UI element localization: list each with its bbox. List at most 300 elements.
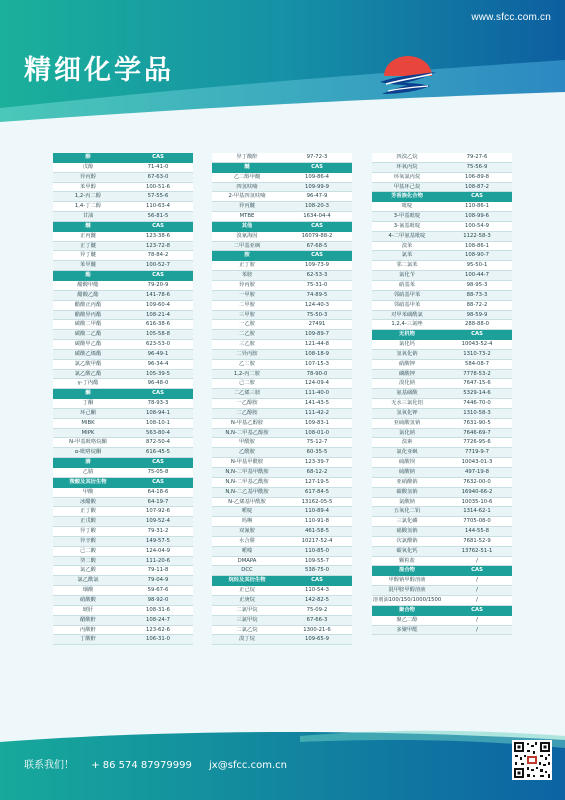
chemical-name: 异丙醇 <box>80 173 96 180</box>
phone-number[interactable]: + 86 574 87979999 <box>91 760 192 771</box>
chemical-name: 一乙醇胺 <box>236 400 258 407</box>
cas-header: CAS <box>311 163 323 170</box>
chemical-name: 氯化亚砜 <box>396 449 418 456</box>
chemical-name: 次氯酸钠 <box>396 537 418 544</box>
chemical-name: 醋酸异丙酯 <box>74 311 102 318</box>
cas-number: 67-68-5 <box>306 242 328 249</box>
chemical-name: 二乙醇胺 <box>236 409 258 416</box>
cas-number: 7778-53-2 <box>463 370 491 377</box>
chemical-name: 癸二酸 <box>80 557 96 564</box>
chemical-name: 正丁胺 <box>239 262 255 269</box>
cas-number: 1634-04-4 <box>303 213 331 220</box>
chemical-name: 醋酸酐 <box>80 616 96 623</box>
cas-number: 79-31-2 <box>147 528 169 535</box>
category-name: 醚 <box>244 163 250 170</box>
table-row <box>53 557 193 567</box>
table-row <box>372 271 512 281</box>
chemical-name: 醋酸正丙酯 <box>74 301 102 308</box>
chemical-name: 多聚甲醛 <box>396 626 418 633</box>
cas-number: 75-05-8 <box>147 469 169 475</box>
chemical-name: 磷酸钾 <box>399 370 415 377</box>
cas-number: 95-50-1 <box>466 262 488 269</box>
table-row <box>372 291 512 301</box>
chemical-name: 异辛酸 <box>80 537 96 544</box>
cas-number: 109-65-9 <box>304 636 330 643</box>
chemical-name: N,N-二甲基乙醇胺 <box>225 429 269 436</box>
chemical-name: 甲醇钠甲醇溶液 <box>388 577 426 584</box>
table-row <box>372 547 512 557</box>
table-row <box>212 429 352 439</box>
table-row <box>53 409 193 419</box>
table-row <box>372 586 512 596</box>
cas-number: 75-50-3 <box>306 311 328 318</box>
table-row <box>372 507 512 517</box>
cas-number: 10217-52-4 <box>301 537 333 544</box>
table-row <box>53 616 193 626</box>
cas-number: / <box>476 577 478 584</box>
chemical-name: 二甲基亚砜 <box>233 242 261 249</box>
cas-number: / <box>476 596 478 603</box>
chemical-name: 三乙胺 <box>239 341 255 348</box>
table-row <box>372 458 512 468</box>
cas-number: / <box>476 626 478 633</box>
chemical-name: 1,2-丙二胺 <box>233 370 261 377</box>
cas-number: 16079-88-2 <box>301 232 333 239</box>
cas-number: 107-92-6 <box>145 508 171 515</box>
table-row <box>53 251 193 261</box>
table-row <box>372 429 512 439</box>
cas-number: 123-72-8 <box>145 242 171 249</box>
table-row <box>53 606 193 616</box>
cas-number: 109-89-7 <box>304 331 330 338</box>
cas-number: 124-40-3 <box>304 301 330 308</box>
category-header-row <box>53 458 193 468</box>
table-row <box>53 448 193 458</box>
table-row <box>212 232 352 242</box>
chemical-name: 环氧丙烷 <box>396 163 418 170</box>
table-row <box>212 399 352 409</box>
chemical-name: N,N-二甲基乙酰胺 <box>225 478 269 485</box>
chemical-name: N-甲基吡咯烷酮 <box>69 439 107 446</box>
cas-number: 7631-90-5 <box>463 419 491 426</box>
chemical-name: 甲酸 <box>82 488 94 495</box>
chemical-name: 正庚烷 <box>239 596 255 603</box>
chemical-name: 丁酸酐 <box>80 636 96 643</box>
cas-number: 56-81-5 <box>147 213 169 220</box>
table-row <box>212 448 352 458</box>
table-row <box>212 379 352 389</box>
category-header-row <box>372 566 512 576</box>
table-row <box>372 498 512 508</box>
table-row <box>372 448 512 458</box>
table-row <box>53 379 193 389</box>
table-row <box>212 409 352 419</box>
table-row <box>372 478 512 488</box>
table-row <box>212 527 352 537</box>
table-row <box>53 438 193 448</box>
cas-number: 623-53-0 <box>145 341 171 348</box>
contact-label: 联系我们！ <box>24 760 74 771</box>
table-row <box>372 281 512 291</box>
chemical-name: 琥肝 <box>82 606 94 613</box>
cas-number: 98-95-3 <box>466 281 488 288</box>
category-header-row <box>53 222 193 232</box>
table-row <box>53 596 193 606</box>
category-name: 无机物 <box>399 331 415 338</box>
table-row <box>53 183 193 193</box>
category-name: 醇 <box>85 154 91 160</box>
table-row <box>212 458 352 468</box>
qr-code <box>512 740 552 780</box>
chemical-name: 哌啶 <box>241 508 253 515</box>
cas-number: 67-66-3 <box>306 616 328 623</box>
table-row <box>372 419 512 429</box>
cas-number: 96-48-0 <box>147 380 169 387</box>
table-row <box>372 202 512 212</box>
table-row <box>212 419 352 429</box>
chemical-name: 氯乙酸乙酯 <box>74 370 102 377</box>
cas-number: 111-42-2 <box>304 409 330 416</box>
table-row <box>372 350 512 360</box>
table-row <box>372 537 512 547</box>
cas-number: 110-63-4 <box>145 203 171 210</box>
cas-number: 111-40-0 <box>304 390 330 397</box>
chemical-name: 哌嗪 <box>241 547 253 554</box>
cas-number: 100-51-6 <box>145 183 171 190</box>
table-row <box>372 242 512 252</box>
chemical-name: 氯乙酸 <box>80 567 96 574</box>
chemical-name: 硫酸钡 <box>399 459 415 466</box>
chemical-name: 丁酮 <box>82 400 94 407</box>
chemical-table-column-3 <box>372 153 512 635</box>
table-row <box>212 360 352 370</box>
chemical-name: 四氢呋喃 <box>236 183 258 190</box>
table-row <box>372 488 512 498</box>
chemical-name: 乙二醇甲醚 <box>233 173 261 180</box>
cas-number: 1122-58-3 <box>463 232 491 239</box>
cas-number: 7719-9-7 <box>464 449 490 456</box>
table-row <box>53 311 193 321</box>
cas-number: 79-04-9 <box>147 577 169 584</box>
cas-number: 108-18-9 <box>304 350 330 357</box>
table-row <box>372 212 512 222</box>
chemical-name: N,N-二甲基甲酰胺 <box>225 469 269 475</box>
chemical-name: 四溴乙烷 <box>396 154 418 160</box>
cas-header: CAS <box>152 478 164 485</box>
chemical-name: 4-二甲氨基吡啶 <box>388 232 426 239</box>
category-header-row <box>212 163 352 173</box>
chemical-name: 2-甲基四氢呋喃 <box>228 193 266 200</box>
category-name: 酯 <box>85 272 91 279</box>
chemical-name: 氢氧化钾 <box>396 409 418 416</box>
cas-number: 538-75-0 <box>304 567 330 574</box>
cas-number: 71-41-0 <box>147 163 169 170</box>
cas-number: 60-35-5 <box>306 449 328 456</box>
cas-number: 79-11-8 <box>147 567 169 574</box>
table-row <box>372 626 512 636</box>
table-row <box>53 202 193 212</box>
cas-header: CAS <box>152 154 164 160</box>
cas-header: CAS <box>311 577 323 584</box>
category-name: 羧酸及其衍生物 <box>69 478 107 485</box>
table-row <box>212 606 352 616</box>
table-row <box>212 340 352 350</box>
chemical-name: MIPK <box>81 429 95 436</box>
email-address[interactable]: jx@sfcc.com.cn <box>209 760 287 771</box>
chemical-name: 溴化钠 <box>399 380 415 387</box>
table-row <box>212 478 352 488</box>
cas-number: 100-52-7 <box>145 262 171 269</box>
table-row <box>372 438 512 448</box>
table-row <box>212 370 352 380</box>
chemical-name: α-吡咯烷酮 <box>74 449 102 456</box>
cas-number: 96-34-4 <box>147 360 169 367</box>
table-row <box>212 616 352 626</box>
chemical-name: 三甲胺 <box>239 311 255 318</box>
cas-number: 88-73-3 <box>466 291 488 298</box>
cas-header: CAS <box>471 606 483 613</box>
cas-number: 68-12-2 <box>306 469 328 475</box>
cas-number: 7647-15-6 <box>463 380 491 387</box>
chemical-name: 异丙胺 <box>239 281 255 288</box>
table-row <box>53 281 193 291</box>
table-row <box>53 429 193 439</box>
cas-number: 1310-73-2 <box>463 350 491 357</box>
cas-number: 13162-05-5 <box>301 498 333 505</box>
cas-number: 121-44-8 <box>304 341 330 348</box>
chemical-name: 氯化钙 <box>399 341 415 348</box>
chemical-name: 溴苯 <box>401 242 413 249</box>
cas-number: 109-86-4 <box>304 173 330 180</box>
table-row <box>212 468 352 478</box>
table-row <box>212 438 352 448</box>
category-name: 醚 <box>85 222 91 229</box>
chemical-name: 氢氧化钠 <box>396 350 418 357</box>
cas-number: 109-60-4 <box>145 301 171 308</box>
chemical-name: 亚硝酸钠 <box>396 478 418 485</box>
table-row <box>212 350 352 360</box>
chemical-name: 碳氧化钙 <box>396 547 418 554</box>
cas-number: 288-88-0 <box>464 321 490 328</box>
table-row <box>53 419 193 429</box>
chemical-name: 丙酸酐 <box>80 626 96 633</box>
cas-number: 105-39-5 <box>145 370 171 377</box>
cas-header: CAS <box>152 459 164 466</box>
cas-header: CAS <box>471 331 483 338</box>
cas-number: 7681-52-9 <box>463 537 491 544</box>
chemical-name: 碳酸氢钠 <box>396 488 418 495</box>
table-row <box>53 192 193 202</box>
cas-number: 59-67-6 <box>147 587 169 594</box>
table-row <box>53 517 193 527</box>
table-row <box>372 173 512 183</box>
cas-header: CAS <box>311 252 323 259</box>
table-row <box>212 153 352 163</box>
category-header-row <box>372 192 512 202</box>
category-name: 芳香族化合物 <box>391 193 423 200</box>
cas-number: 110-86-1 <box>464 203 490 210</box>
chemical-name: 碳酸甲乙酯 <box>74 341 102 348</box>
cas-number: 75-12-7 <box>306 439 328 446</box>
table-row <box>212 557 352 567</box>
chemical-name: 硝基苯 <box>399 281 415 288</box>
table-row <box>372 468 512 478</box>
chemical-name: 溴丁烷 <box>239 636 255 643</box>
chemical-name: 三氯甲烷 <box>236 616 258 623</box>
cas-number: 127-19-5 <box>304 478 330 485</box>
cas-number: 109-52-4 <box>145 518 171 525</box>
cas-number: 497-19-8 <box>464 469 490 475</box>
table-row <box>212 242 352 252</box>
table-row <box>53 261 193 271</box>
cas-number: 110-91-8 <box>304 518 330 525</box>
chemical-name: 戊醇 <box>82 163 94 170</box>
chemical-name: MTBE <box>239 213 255 220</box>
cas-number: 75-56-9 <box>466 163 488 170</box>
cas-number: 78-93-3 <box>147 400 169 407</box>
table-row <box>53 360 193 370</box>
category-header-row <box>53 389 193 399</box>
table-row <box>53 527 193 537</box>
cas-number: / <box>476 616 478 623</box>
chemical-name: 二甲胺 <box>239 301 255 308</box>
cas-number: 7705-08-0 <box>463 518 491 525</box>
chemical-name: 烟酸 <box>82 587 94 594</box>
chemical-name: 醋酸甲酯 <box>77 281 99 288</box>
cas-number: 872-50-4 <box>145 439 171 446</box>
table-row <box>372 379 512 389</box>
footer-contact <box>24 756 301 771</box>
category-header-row <box>372 606 512 616</box>
cas-number: 106-89-8 <box>464 173 490 180</box>
cas-header: CAS <box>471 567 483 574</box>
chemical-table-column-1 <box>53 153 193 645</box>
chemical-name: 对甲苯磺酰氯 <box>391 311 423 318</box>
cas-number: 563-80-4 <box>145 429 171 436</box>
category-name: 酮 <box>85 390 91 397</box>
table-row <box>212 586 352 596</box>
table-row <box>212 173 352 183</box>
chemical-name: 异丁酸酐 <box>236 154 258 160</box>
chemical-name: 环氧氯丙烷 <box>393 173 421 180</box>
cas-number: 67-63-0 <box>147 173 169 180</box>
table-row <box>53 291 193 301</box>
category-name: 混合物 <box>399 567 415 574</box>
table-row <box>372 557 512 567</box>
category-name: 烷烃及其衍生物 <box>228 577 266 584</box>
cas-number: 108-20-3 <box>304 203 330 210</box>
cas-number: 98-59-9 <box>466 311 488 318</box>
cas-number: 1310-58-3 <box>463 409 491 416</box>
cas-number: 98-92-0 <box>147 596 169 603</box>
table-row <box>53 350 193 360</box>
table-row <box>372 311 512 321</box>
chemical-name: 二乙胺 <box>239 331 255 338</box>
cas-number: 149-57-5 <box>145 537 171 544</box>
chemical-name: 异丁酸 <box>80 528 96 535</box>
cas-number: 616-45-5 <box>145 449 171 456</box>
table-row <box>53 330 193 340</box>
cas-number: 7646-69-7 <box>463 429 491 436</box>
category-header-row <box>212 222 352 232</box>
chemical-name: 双氰胺 <box>239 528 255 535</box>
chemical-name: 硝酸酸 <box>80 596 96 603</box>
table-row <box>53 507 193 517</box>
cas-number: 106-31-0 <box>145 636 171 643</box>
table-row <box>212 635 352 645</box>
chemical-name: 邻硝基甲苯 <box>393 291 421 298</box>
cas-number: 108-21-4 <box>145 311 171 318</box>
table-row <box>372 251 512 261</box>
chemical-name: 硫酸钠 <box>399 469 415 475</box>
chemical-name: 二氯乙烷 <box>236 626 258 633</box>
cas-number: 10043-52-4 <box>461 341 493 348</box>
cas-number: 107-15-3 <box>304 360 330 367</box>
cas-number: 1314-62-1 <box>463 508 491 515</box>
cas-number: 78-84-2 <box>147 252 169 259</box>
website-url[interactable]: www.sfcc.com.cn <box>471 12 551 23</box>
cas-number: 123-39-7 <box>304 459 330 466</box>
cas-number: / <box>476 557 478 564</box>
chemical-name: 氯酸钠 <box>399 498 415 505</box>
category-name: 其他 <box>241 222 253 229</box>
cas-header: CAS <box>152 222 164 229</box>
cas-number: 109-99-9 <box>304 183 330 190</box>
chemical-name: 碳酸乙烯酯 <box>74 350 102 357</box>
table-row <box>372 360 512 370</box>
cas-number: 108-24-7 <box>145 616 171 623</box>
chemical-name: 氯苯 <box>401 252 413 259</box>
cas-number: 7446-70-0 <box>463 400 491 407</box>
chemical-name: 氯乙酰氯 <box>77 577 99 584</box>
cas-number: 123-38-6 <box>145 232 171 239</box>
cas-number: 616-38-6 <box>145 321 171 328</box>
chemical-name: 醋酸乙酯 <box>77 291 99 298</box>
table-row <box>53 242 193 252</box>
table-row <box>372 320 512 330</box>
chemical-name: 1,2-丙二醇 <box>74 193 102 200</box>
cas-number: 141-78-6 <box>145 291 171 298</box>
cas-number: / <box>476 587 478 594</box>
chemical-name: 异丙醚 <box>239 203 255 210</box>
table-row <box>53 488 193 498</box>
chemical-name: 甲基环己烷 <box>393 183 421 190</box>
category-header-row <box>372 330 512 340</box>
table-row <box>212 183 352 193</box>
chemical-name: 氯乙酸甲酯 <box>74 360 102 367</box>
cas-number: 10035-10-6 <box>461 498 493 505</box>
chemical-name: 五氧化二钒 <box>393 508 421 515</box>
cas-number: 584-08-7 <box>464 360 490 367</box>
table-row <box>212 517 352 527</box>
chemical-name: 苯甲醇 <box>80 183 96 190</box>
category-header-row <box>212 576 352 586</box>
cas-number: 108-87-2 <box>464 183 490 190</box>
cas-number: 108-94-1 <box>145 409 171 416</box>
cas-number: 75-31-0 <box>306 281 328 288</box>
cas-number: 64-19-7 <box>147 498 169 505</box>
cas-number: 108-10-1 <box>145 419 171 426</box>
table-row <box>372 153 512 163</box>
table-row <box>212 291 352 301</box>
chemical-name: 正丁酸 <box>80 508 96 515</box>
chemical-name: 3-甲基吡啶 <box>393 213 421 220</box>
cas-number: 62-53-3 <box>306 272 328 279</box>
table-row <box>53 547 193 557</box>
table-row <box>53 370 193 380</box>
cas-number: 5329-14-6 <box>463 390 491 397</box>
table-row <box>372 163 512 173</box>
